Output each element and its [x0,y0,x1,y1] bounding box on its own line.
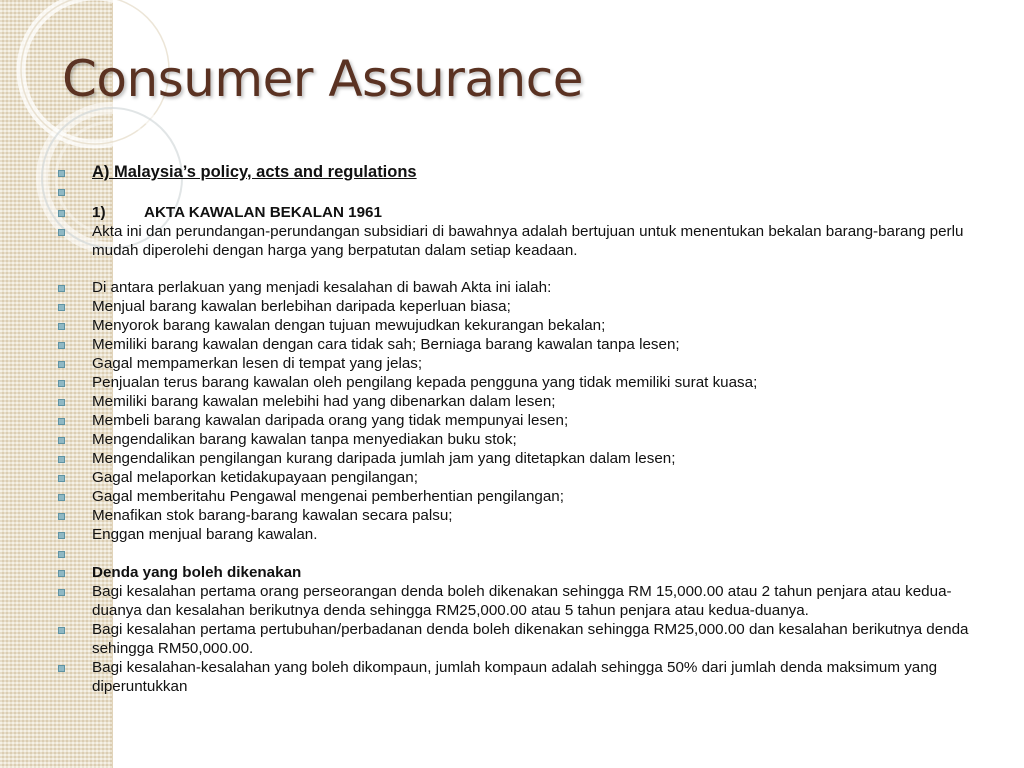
offence-item: Menyorok barang kawalan dengan tujuan mewujudkan kekurangan bekalan; [56,316,986,335]
offence-item: Penjualan terus barang kawalan oleh pengilang kepada pengguna yang tidak memiliki surat kuasa; [56,373,986,392]
act-description: Akta ini dan perundangan-perundangan subsidiari di bawahnya adalah bertujuan untuk menentukan bekalan barang-barang perlu mudah diperolehi dengan harga yang berpatutan dalam setiap keadaan. [56,222,986,260]
section-heading: A) Malaysia’s policy, acts and regulations [92,163,417,181]
act-title: AKTA KAWALAN BEKALAN 1961 [144,204,382,221]
penalty-item: Bagi kesalahan-kesalahan yang boleh dikompaun, jumlah kompaun adalah sehingga 50% dari jumlah denda maksimum yang diperuntukkan [56,658,986,696]
offence-item: Gagal melaporkan ketidakupayaan pengilangan; [56,468,986,487]
offence-item: Gagal mempamerkan lesen di tempat yang jelas; [56,354,986,373]
act-title-item [56,203,986,222]
offence-item: Menafikan stok barang-barang kawalan secara palsu; [56,506,986,525]
offence-item: Memiliki barang kawalan melebihi had yang dibenarkan dalam lesen; [56,392,986,411]
empty-bullet [56,544,986,563]
act-number: 1) [92,204,106,221]
offence-item: Enggan menjual barang kawalan. [56,525,986,544]
offence-item: Membeli barang kawalan daripada orang yang tidak mempunyai lesen; [56,411,986,430]
section-heading-item [56,163,986,182]
offence-item: Menjual barang kawalan berlebihan daripada keperluan biasa; [56,297,986,316]
penalty-item: Bagi kesalahan pertama orang perseorangan denda boleh dikenakan sehingga RM 15,000.00 atau 2 tahun penjara atau kedua-duanya dan kesalahan berikutnya denda sehingga RM25,000.00 atau 5 tahun penjara atau kedua-duanya. [56,582,986,620]
penalty-item: Bagi kesalahan pertama pertubuhan/perbadanan denda boleh dikenakan sehingga RM25,000.00 dan kesalahan berikutnya denda sehingga RM50,000.00. [56,620,986,658]
offence-item: Gagal memberitahu Pengawal mengenai pemberhentian pengilangan; [56,487,986,506]
offence-item: Mengendalikan barang kawalan tanpa menyediakan buku stok; [56,430,986,449]
offence-item: Mengendalikan pengilangan kurang daripada jumlah jam yang ditetapkan dalam lesen; [56,449,986,468]
penalty-heading: Denda yang boleh dikenakan [56,563,986,582]
slide-title: Consumer Assurance [62,50,583,108]
offences-intro: Di antara perlakuan yang menjadi kesalahan di bawah Akta ini ialah: [56,278,986,297]
offence-item: Memiliki barang kawalan dengan cara tidak sah; Berniaga barang kawalan tanpa lesen; [56,335,986,354]
empty-bullet [56,182,986,201]
slide-body [56,163,986,696]
